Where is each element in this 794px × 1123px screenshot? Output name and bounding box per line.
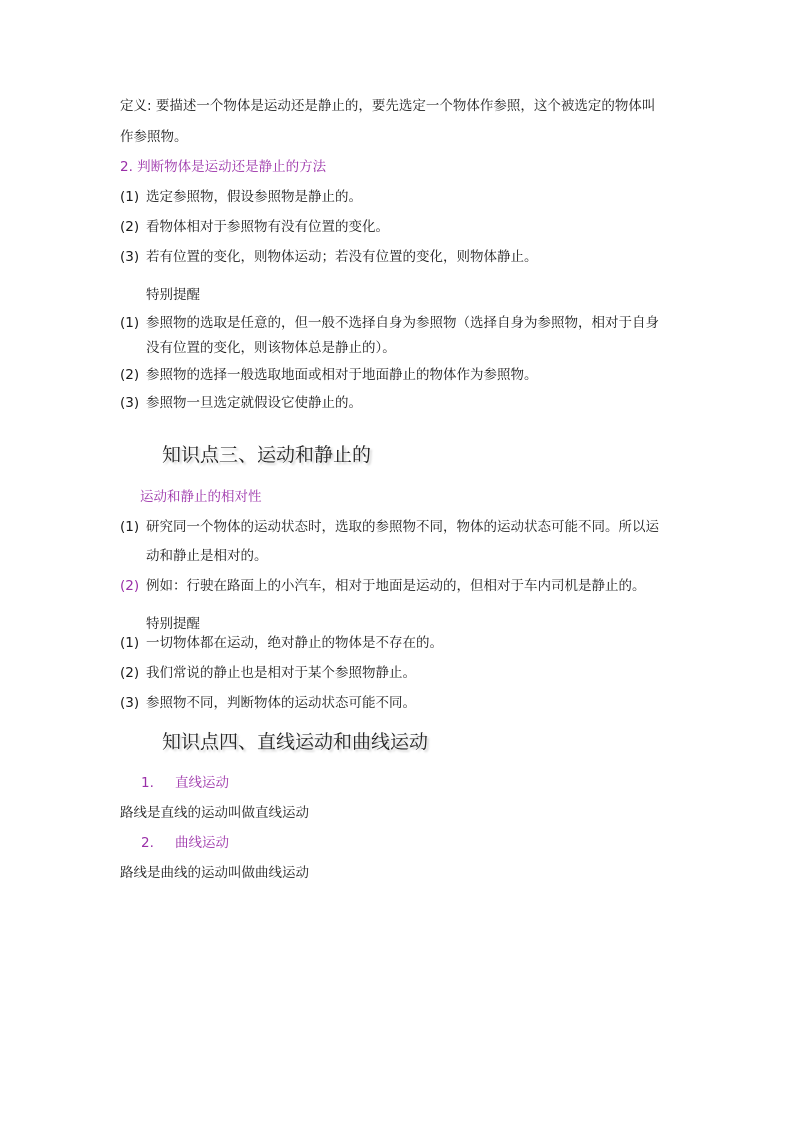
list-number: (1) <box>120 315 140 331</box>
definition-line-1: 定义: 要描述一个物体是运动还是静止的，要先选定一个物体作参照，这个被选定的物体叫 <box>120 98 656 114</box>
list-text: 参照物的选取是任意的，但一般不选择自身为参照物（选择自身为参照物，相对于自身 <box>146 315 659 331</box>
list-text: 一切物体都在运动，绝对静止的物体是不存在的。 <box>146 635 443 651</box>
list-description: 路线是曲线的运动叫做曲线运动 <box>120 865 309 881</box>
list-number: (2) <box>120 665 140 681</box>
list-text: 研究同一个物体的运动状态时，选取的参照物不同，物体的运动状态可能不同。所以运 <box>146 519 659 535</box>
section-2-title: 2. 判断物体是运动还是静止的方法 <box>120 159 327 175</box>
list-item <box>120 693 416 713</box>
list-number: (1) <box>120 635 140 651</box>
list-item-continuation: 没有位置的变化，则该物体总是静止的）。 <box>146 340 396 356</box>
list-number: (1) <box>120 519 140 535</box>
list-number: (2) <box>120 367 140 383</box>
list-number: (3) <box>120 695 140 711</box>
list-number: (2) <box>120 578 140 594</box>
list-title: 直线运动 <box>175 775 229 791</box>
knowledge-3-heading: 知识点三、运动和静止的 <box>162 444 372 466</box>
list-item <box>120 187 362 207</box>
list-text: 若有位置的变化，则物体运动；若没有位置的变化，则物体静止。 <box>146 249 538 265</box>
list-item <box>120 633 443 653</box>
list-text: 我们常说的静止也是相对于某个参照物静止。 <box>146 665 416 681</box>
list-item-continuation: 动和静止是相对的。 <box>146 548 268 564</box>
list-number: 1. <box>141 775 154 791</box>
numbered-heading <box>120 833 229 853</box>
list-item <box>120 663 416 683</box>
list-number: (1) <box>120 189 140 205</box>
list-number: (3) <box>120 395 140 411</box>
list-number: (3) <box>120 249 140 265</box>
list-description: 路线是直线的运动叫做直线运动 <box>120 805 309 821</box>
list-number: (2) <box>120 219 140 235</box>
list-title: 曲线运动 <box>175 835 229 851</box>
numbered-heading <box>120 773 229 793</box>
list-text: 参照物的选择一般选取地面或相对于地面静止的物体作为参照物。 <box>146 367 538 383</box>
list-item <box>120 576 646 596</box>
list-text: 参照物不同，判断物体的运动状态可能不同。 <box>146 695 416 711</box>
list-item <box>120 247 538 267</box>
definition-line-2: 作参照物。 <box>120 129 188 145</box>
knowledge-3-subtitle: 运动和静止的相对性 <box>140 489 262 505</box>
list-item <box>120 365 538 385</box>
list-number: 2. <box>141 835 154 851</box>
list-text: 选定参照物，假设参照物是静止的。 <box>146 189 362 205</box>
list-item <box>120 393 362 413</box>
list-item <box>120 217 389 237</box>
list-text: 看物体相对于参照物有没有位置的变化。 <box>146 219 389 235</box>
reminder-1-title: 特别提醒 <box>146 287 200 303</box>
reminder-2-title: 特别提醒 <box>146 616 200 632</box>
knowledge-4-heading: 知识点四、直线运动和曲线运动 <box>162 731 429 753</box>
list-item <box>120 517 659 537</box>
list-text: 参照物一旦选定就假设它使静止的。 <box>146 395 362 411</box>
list-text: 例如：行驶在路面上的小汽车，相对于地面是运动的，但相对于车内司机是静止的。 <box>146 578 646 594</box>
list-item <box>120 313 659 333</box>
